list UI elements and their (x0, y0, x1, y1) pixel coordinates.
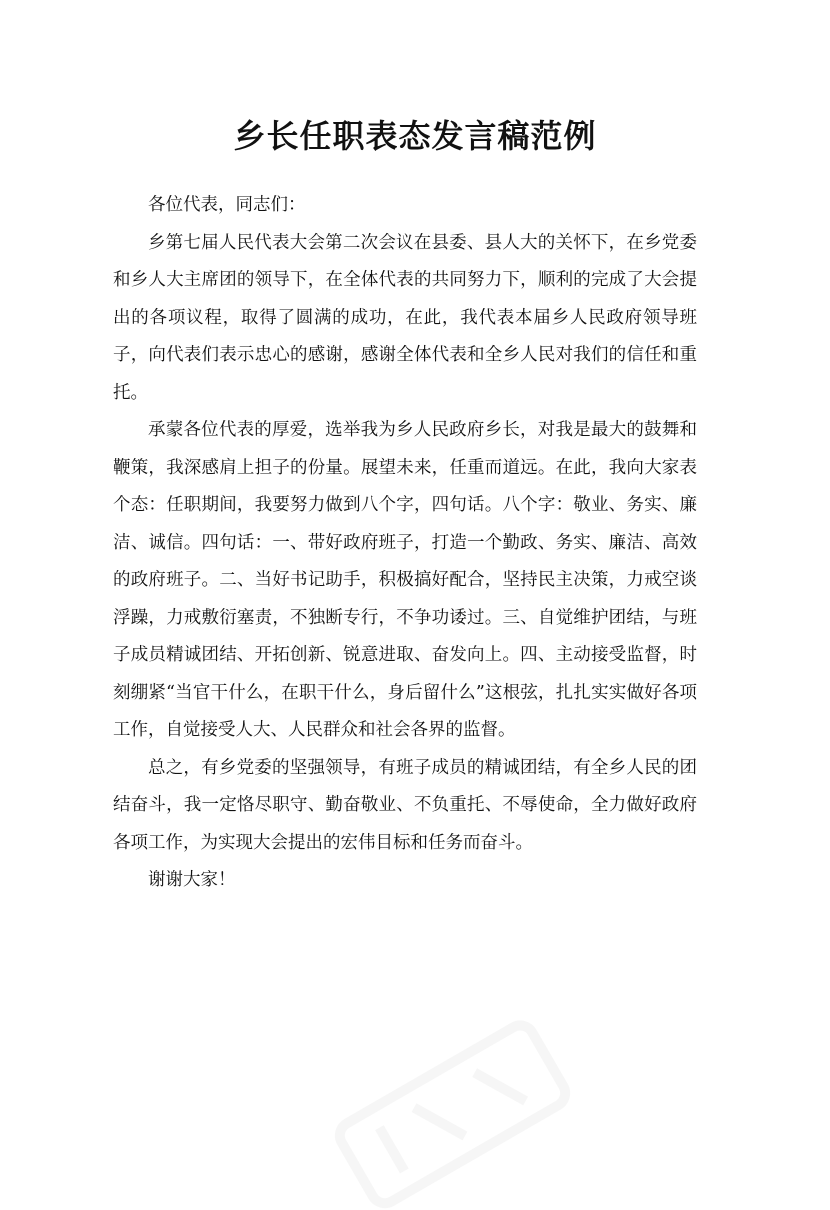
closing-paragraph: 总之，有乡党委的坚强领导，有班子成员的精诚团结，有全乡人民的团结奋斗，我一定恪尽职守、勤奋敬业、不负重托、不辱使命，全力做好政府各项工作，为实现大会提出的宏伟目标和任务而奋斗。 (113, 757, 697, 853)
thanks-paragraph: 谢谢大家！ (148, 870, 236, 890)
page-title: 乡长任职表态发言稿范例 (233, 117, 597, 155)
salutation-paragraph: 各位代表，同志们： (148, 195, 306, 215)
opening-paragraph: 乡第七届人民代表大会第二次会议在县委、县人大的关怀下，在乡党委和乡人大主席团的领导下，在全体代表的共同努力下，顺利的完成了大会提出的各项议程，取得了圆满的成功，在此，我代表本届乡人民政府领导班子，向代表们表示忠心的感谢，感谢全体代表和全乡人民对我们的信任和重托。 (113, 232, 697, 403)
watermark-mark (300, 1010, 600, 1210)
pledge-paragraph: 承蒙各位代表的厚爱，选举我为乡人民政府乡长，对我是最大的鼓舞和鞭策，我深感肩上担子的份量。展望未来，任重而道远。在此，我向大家表个态：任职期间，我要努力做到八个字，四句话。八个字：敬业、务实、廉洁、诚信。四句话：一、带好政府班子，打造一个勤政、务实、廉洁、高效的政府班子。二、当好书记助手，积极搞好配合，坚持民主决策，力戒空谈浮躁，力戒敷衍塞责，不独断专行，不争功诿过。三、自觉维护团结，与班子成员精诚团结、开拓创新、锐意进取、奋发向上。四、主动接受监督，时刻绷紧“当官干什么，在职干什么，身后留什么”这根弦，扎扎实实做好各项工作，自觉接受人大、人民群众和社会各界的监督。 (113, 420, 697, 740)
document-body (113, 187, 697, 900)
